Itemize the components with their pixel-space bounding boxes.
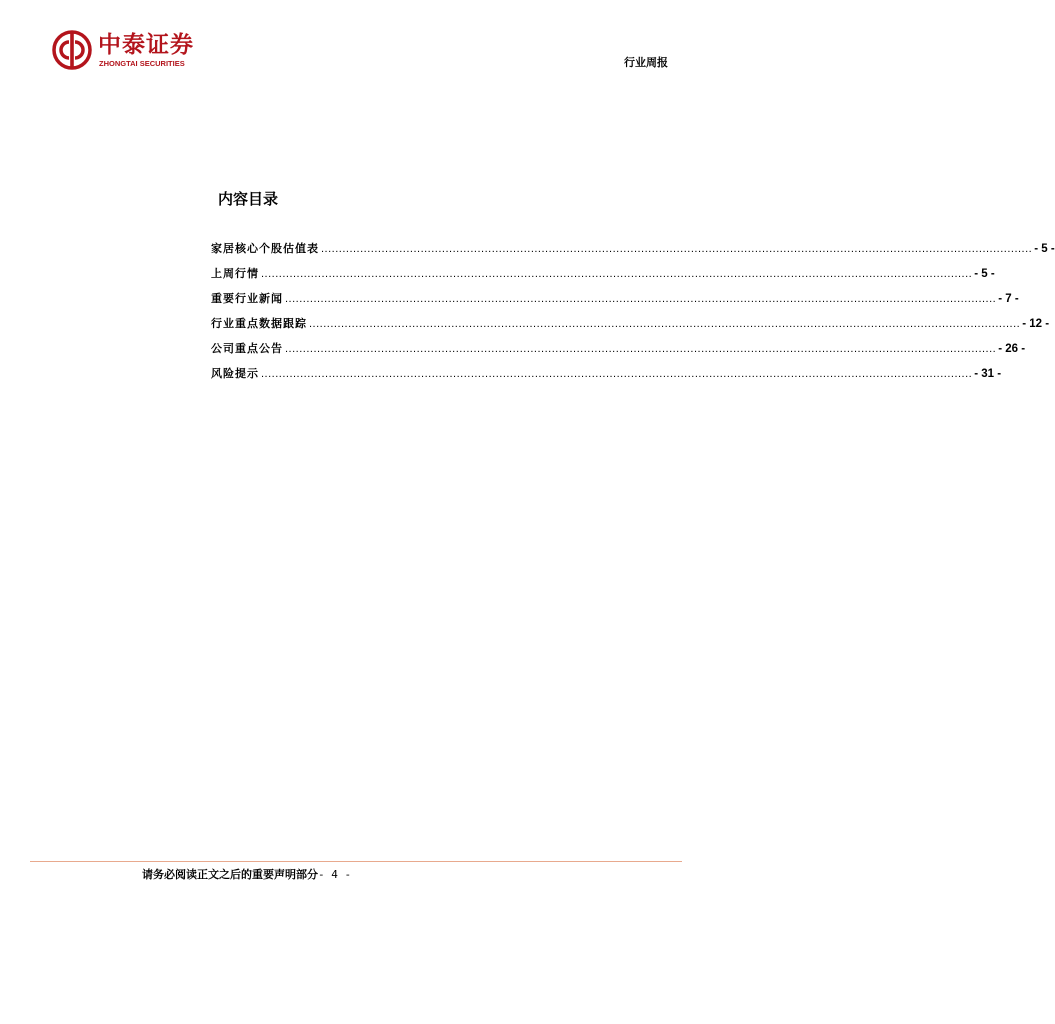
toc-entry-page: - 26 -: [998, 343, 1026, 355]
footer: [142, 866, 351, 882]
toc-dot-leader: ........................................................................................................................................................................................................: [261, 368, 973, 380]
footer-disclaimer: 请务必阅读正文之后的重要声明部分: [142, 868, 318, 881]
toc-dot-leader: ........................................................................................................................................................................................................: [261, 268, 973, 280]
logo-chinese-name: 中泰证券: [98, 32, 194, 58]
toc-entry-label: 行业重点数据跟踪: [211, 317, 307, 330]
toc-entry-page: - 5 -: [974, 268, 995, 280]
toc-entry[interactable]: [211, 240, 1055, 265]
footer-divider: [30, 861, 682, 862]
toc-dot-leader: ........................................................................................................................................................................................................: [285, 293, 997, 305]
toc-entry-label: 公司重点公告: [211, 342, 283, 355]
toc-entry-page: - 31 -: [974, 368, 1002, 380]
toc-entry-label: 家居核心个股估值表: [211, 242, 319, 255]
zhongtai-logo-icon: [52, 30, 92, 70]
toc-entry-label: 风险提示: [211, 367, 259, 380]
toc-entry-page: - 12 -: [1022, 318, 1050, 330]
toc-entry-page: - 7 -: [998, 293, 1019, 305]
toc-dot-leader: ........................................................................................................................................................................................................: [309, 318, 1021, 330]
table-of-contents: [211, 240, 1055, 390]
toc-entry-page: - 5 -: [1034, 243, 1055, 255]
toc-dot-leader: ........................................................................................................................................................................................................: [285, 343, 997, 355]
toc-entry[interactable]: [211, 265, 995, 290]
toc-entry[interactable]: [211, 315, 1050, 340]
logo-english-name: ZHONGTAI SECURITIES: [99, 59, 185, 68]
toc-entry[interactable]: [211, 340, 1026, 365]
toc-dot-leader: ........................................................................................................................................................................................................: [321, 243, 1033, 255]
toc-title: 内容目录: [218, 190, 279, 208]
footer-page-number: - 4 -: [318, 868, 352, 881]
toc-entry[interactable]: [211, 290, 1019, 315]
report-type-label: 行业周报: [624, 56, 668, 69]
toc-entry[interactable]: [211, 365, 1002, 390]
toc-entry-label: 重要行业新闻: [211, 292, 283, 305]
toc-entry-label: 上周行情: [211, 267, 259, 280]
